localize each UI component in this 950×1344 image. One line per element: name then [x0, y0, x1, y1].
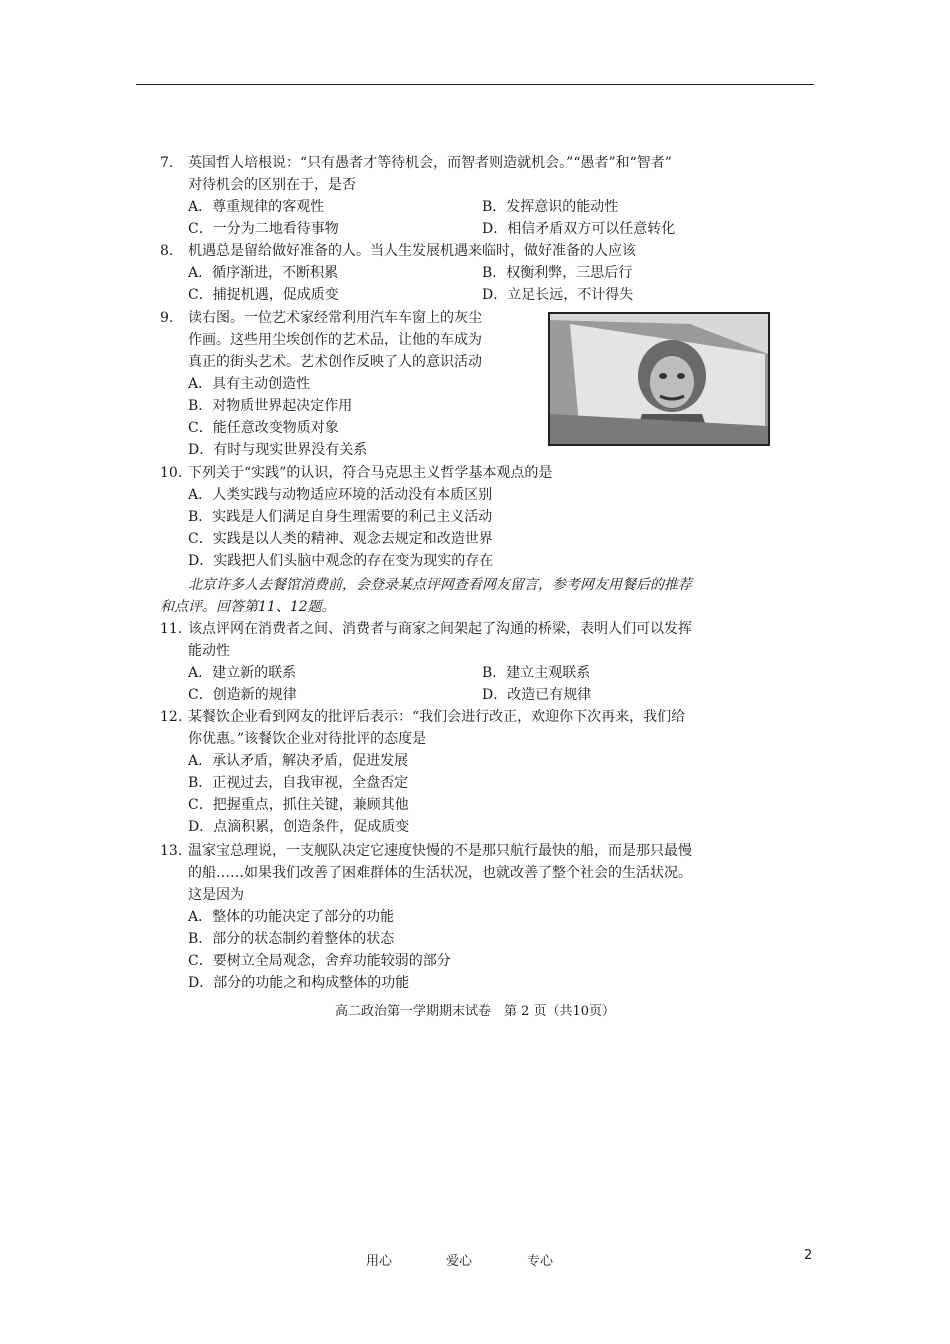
- option-a: A．建立新的联系: [188, 665, 297, 681]
- question-stem-cont: 这是因为: [188, 887, 244, 903]
- exam-page-footer: 高二政治第一学期期末试卷 第 2 页（共10页）: [334, 1004, 616, 1019]
- option-c: C．一分为二地看待事物: [188, 221, 339, 237]
- footer-item-zhuanxin: 专心: [527, 1254, 554, 1269]
- question-stem-cont: 真正的街头艺术。艺术创作反映了人的意识活动: [188, 354, 482, 370]
- option-a: A．尊重规律的客观性: [188, 199, 325, 215]
- question-stem: 该点评网在消费者之间、消费者与商家之间架起了沟通的桥梁，表明人们可以发挥: [188, 621, 692, 637]
- option-d: D．改造已有规律: [482, 687, 592, 703]
- option-c: C．创造新的规律: [188, 687, 297, 703]
- page-number: 2: [804, 1248, 813, 1263]
- dust-art-car-window-image: [548, 312, 770, 446]
- question-number: 12.: [160, 709, 183, 725]
- header-rule: [136, 84, 814, 85]
- question-number: 10.: [160, 465, 183, 481]
- question-9: [160, 307, 482, 329]
- question-stem: 读右图。一位艺术家经常利用汽车车窗上的灰尘: [188, 310, 482, 326]
- option-b: B．对物质世界起决定作用: [188, 398, 353, 414]
- option-c: C．实践是以人类的精神、观念去规定和改造世界: [188, 531, 493, 547]
- question-stem-cont: 对待机会的区别在于，是否: [188, 177, 356, 193]
- option-d: D．立足长远，不计得失: [482, 287, 634, 303]
- question-number: 11.: [160, 621, 183, 637]
- option-b: B．部分的状态制约着整体的状态: [188, 931, 395, 947]
- question-number: 7.: [160, 155, 174, 171]
- option-a: A．具有主动创造性: [188, 376, 311, 392]
- option-b: B．权衡利弊，三思后行: [482, 265, 633, 281]
- question-stem: 某餐饮企业看到网友的批评后表示：“我们会进行改正，欢迎你下次再来，我们给: [188, 709, 686, 725]
- question-stem: 下列关于“实践”的认识，符合马克思主义哲学基本观点的是: [188, 465, 553, 481]
- footer-item-aixin: 爱心: [446, 1254, 473, 1269]
- question-10: [160, 462, 552, 484]
- option-c: C．把握重点，抓住关键，兼顾其他: [188, 797, 409, 813]
- question-13: [160, 840, 692, 862]
- option-b: B．实践是人们满足自身生理需要的利己主义活动: [188, 509, 493, 525]
- option-d: D．有时与现实世界没有关系: [188, 442, 368, 458]
- question-stem-cont: 你优惠。”该餐饮企业对待批评的态度是: [188, 731, 427, 747]
- question-stem: 温家宝总理说，一支舰队决定它速度快慢的不是那只航行最快的船，而是那只最慢: [188, 843, 692, 859]
- option-d: D．点滴积累，创造条件，促成质变: [188, 819, 410, 835]
- option-d: D．实践把人们头脑中观念的存在变为现实的存在: [188, 553, 494, 569]
- car-window-portrait-illustration: [550, 314, 768, 444]
- option-d: D．部分的功能之和构成整体的功能: [188, 975, 410, 991]
- question-stem-cont: 的船……如果我们改善了困难群体的生活状况，也就改善了整个社会的生活状况。: [188, 865, 692, 881]
- option-d: D．相信矛盾双方可以任意转化: [482, 221, 676, 237]
- question-number: 13.: [160, 843, 183, 859]
- option-c: C．要树立全局观念，舍弃功能较弱的部分: [188, 953, 451, 969]
- option-a: A．承认矛盾，解决矛盾，促进发展: [188, 753, 409, 769]
- question-stem-cont: 作画。这些用尘埃创作的艺术品，让他的车成为: [188, 332, 482, 348]
- option-b: B．发挥意识的能动性: [482, 199, 619, 215]
- question-8: [160, 240, 636, 262]
- option-b: B．正视过去，自我审视，全盘否定: [188, 775, 409, 791]
- option-a: A．整体的功能决定了部分的功能: [188, 909, 395, 925]
- question-stem: 英国哲人培根说：“只有愚者才等待机会，而智者则造就机会。”“愚者”和“智者”: [188, 155, 672, 171]
- question-number: 9.: [160, 310, 174, 326]
- question-12: [160, 706, 685, 728]
- option-c: C．捕捉机遇，促成质变: [188, 287, 339, 303]
- footer-item-yongxin: 用心: [366, 1254, 393, 1269]
- question-11: [160, 618, 692, 640]
- question-7: [160, 152, 672, 174]
- shared-stem-cont: 和点评。回答第11、12题。: [160, 599, 336, 615]
- shared-stem: 北京许多人去餐馆消费前，会登录某点评网查看网友留言，参考网友用餐后的推荐: [188, 577, 692, 593]
- option-c: C．能任意改变物质对象: [188, 420, 339, 436]
- option-a: A．人类实践与动物适应环境的活动没有本质区别: [188, 487, 493, 503]
- question-stem: 机遇总是留给做好准备的人。当人生发展机遇来临时，做好准备的人应该: [188, 243, 636, 259]
- option-a: A．循序渐进，不断积累: [188, 265, 339, 281]
- option-b: B．建立主观联系: [482, 665, 591, 681]
- question-number: 8.: [160, 243, 174, 259]
- question-stem-cont: 能动性: [188, 643, 230, 659]
